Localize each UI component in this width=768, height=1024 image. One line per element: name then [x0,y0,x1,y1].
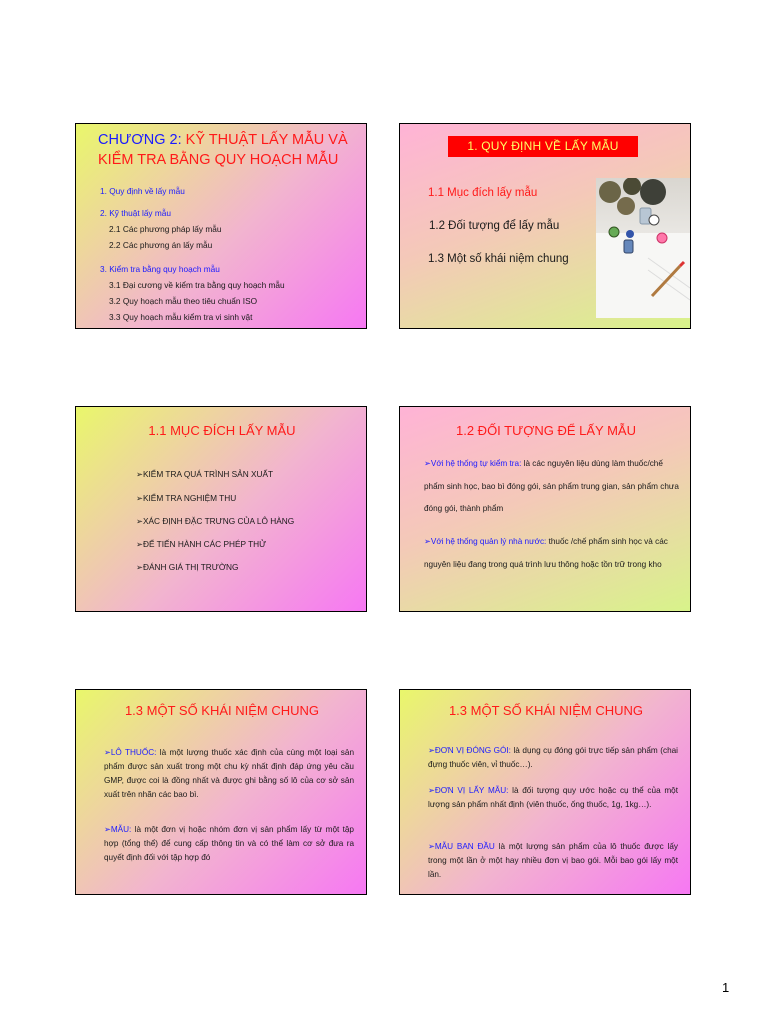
slide-1-title [98,130,360,170]
outline-item: 1. Quy định về lấy mẫu [100,186,185,196]
slide-5 [75,689,367,895]
slide-5-paragraph [104,823,354,865]
slide-2-title: 1. QUY ĐỊNH VỀ LẤY MẪU [448,136,638,157]
slide-2 [399,123,691,329]
slide-3-item: ➢KIỂM TRA QUÁ TRÌNH SẢN XUẤT [136,469,274,479]
paragraph-label: ➢LÔ THUỐC: [104,748,157,757]
chapter-title-line1: KỸ THUẬT LẤY MẪU VÀ [185,132,348,148]
outline-item: 3.3 Quy hoạch mẫu kiểm tra vi sinh vật [109,312,253,322]
slide-3-item: ➢ĐỂ TIẾN HÀNH CÁC PHÉP THỬ [136,539,267,549]
paragraph-text: là một lượng thuốc xác định của cùng một loại sản phẩm được sản xuất trong một chu kỳ nhất định đáp ứng yêu cầu GMP, được coi là đồng nhất và được ghi bằng số lô của cơ sở sản xuất trên nhãn các bao bì. [104,748,354,799]
slide-5-paragraph [104,746,354,802]
slide-6-paragraph [428,784,678,812]
paragraph-text: thuốc /chế phẩm sinh học và các nguyên liệu đang trong quá trình lưu thông hoặc tồn trữ trong kho [424,537,668,569]
paragraph-label: ➢ĐƠN VỊ ĐÓNG GÓI: [428,746,511,755]
paragraph-text: là dụng cụ đóng gói trực tiếp sản phẩm (chai đựng thuốc viên, vỉ thuốc…). [428,746,678,769]
slide-2-item: 1.2 Đối tượng để lấy mẫu [429,220,560,232]
slide-2-item: 1.3 Một số khái niệm chung [428,253,569,265]
slide-6-paragraph [428,744,678,772]
outline-item: 3.1 Đại cương về kiểm tra bằng quy hoạch mẫu [109,280,285,290]
paragraph-label: ➢MẪU BAN ĐẦU [428,842,495,851]
sampling-photo [596,178,690,318]
outline-item: 3.2 Quy hoạch mẫu theo tiêu chuẩn ISO [109,296,258,306]
outline-item: 2.1 Các phương pháp lấy mẫu [109,224,222,234]
slide-4-paragraph [424,531,682,576]
slide-3-item: ➢KIỂM TRA NGHIỆM THU [136,493,237,503]
paragraph-text: là đối tượng quy ước hoặc cụ thể của một lượng sản phẩm nhất định (viên thuốc, ống thuốc, 1g, 1kg…). [428,786,678,809]
slide-4-title: 1.2 ĐỐI TƯỢNG ĐỂ LẤY MẪU [456,423,636,438]
page-number: 1 [722,980,730,995]
slide-3-item: ➢ĐÁNH GIÁ THỊ TRƯỜNG [136,562,239,572]
slide-6-title: 1.3 MỘT SỐ KHÁI NIỆM CHUNG [448,703,644,718]
slide-4-paragraph [424,453,682,521]
outline-item: 3. Kiểm tra bằng quy hoạch mẫu [100,264,220,274]
slide-6 [399,689,691,895]
chapter-title-line2: KIỂM TRA BẰNG QUY HOẠCH MẪU [98,152,339,168]
paragraph-label: ➢Với hệ thống quản lý nhà nước: [424,537,547,546]
lab-samples-illustration [596,178,690,318]
paragraph-text: là một đơn vị hoặc nhóm đơn vị sản phẩm lấy từ một tập hợp (tổng thể) để cung cấp thông tin và có thể làm cơ sở đưa ra quyết định đối với tập hợp đó [104,825,354,862]
paragraph-label: ➢Với hệ thống tự kiểm tra: [424,459,522,468]
slide-3 [75,406,367,612]
paragraph-text: là một lượng sản phẩm của lô thuốc được lấy trong một lần ở một hay nhiều đơn vị bao gói. Mỗi bao gói lấy một lần. [428,842,678,879]
outline-item: 2.2 Các phương án lấy mẫu [109,240,213,250]
chapter-prefix: CHƯƠNG 2: [98,132,186,148]
slide-5-title: 1.3 MỘT SỐ KHÁI NIỆM CHUNG [124,703,320,718]
paragraph-label: ➢ĐƠN VỊ LẤY MẪU: [428,786,509,795]
paragraph-text: là các nguyên liệu dùng làm thuốc/chế phẩm sinh học, bao bì đóng gói, sản phẩm trung gian, sản phẩm chưa đóng gói, thành phẩm [424,459,679,513]
slide-6-paragraph [428,840,678,882]
slide-2-item: 1.1 Mục đích lấy mẫu [428,187,538,199]
paragraph-label: ➢MẪU: [104,825,132,834]
slide-4 [399,406,691,612]
slide-3-item: ➢XÁC ĐỊNH ĐẶC TRƯNG CỦA LÔ HÀNG [136,516,295,526]
slide-1 [75,123,367,329]
outline-item: 2. Kỹ thuật lấy mẫu [100,208,172,218]
slide-3-title: 1.1 MỤC ĐÍCH LẤY MẪU [148,423,296,438]
